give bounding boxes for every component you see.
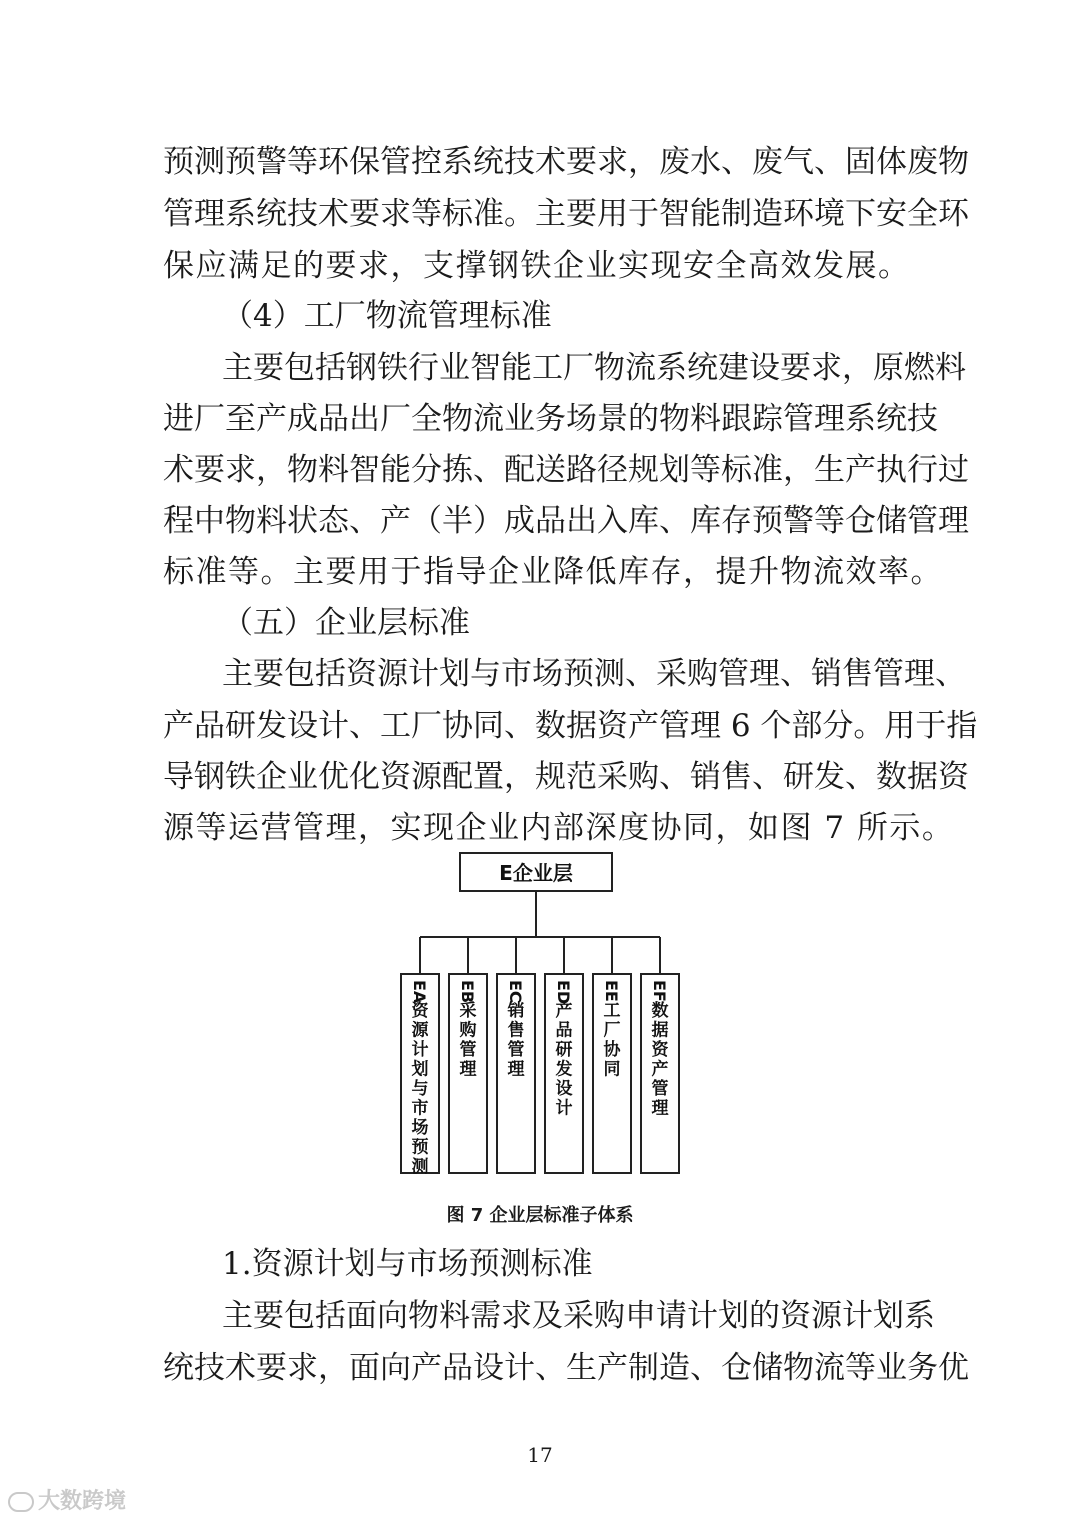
paragraph-line: 产品研发设计、工厂协同、数据资产管理 6 个部分。用于指	[163, 708, 978, 744]
paragraph-line: 主要包括资源计划与市场预测、采购管理、销售管理、	[222, 656, 966, 692]
watermark-logo-icon	[8, 1492, 34, 1512]
paragraph-line: 标准等。主要用于指导企业降低库存，提升物流效率。	[163, 554, 943, 590]
paragraph-line: 预测预警等环保管控系统技术要求，废水、废气、固体废物	[163, 144, 969, 180]
paragraph-line: 主要包括面向物料需求及采购申请计划的资源计划系	[222, 1298, 935, 1334]
paragraph-line: 管理系统技术要求等标准。主要用于智能制造环境下安全环	[163, 196, 969, 232]
paragraph-line: 主要包括钢铁行业智能工厂物流系统建设要求，原燃料	[222, 350, 966, 386]
paragraph-line: 程中物料状态、产（半）成品出入库、库存预警等仓储管理	[163, 503, 969, 539]
subsection-heading-1: 1.资源计划与市场预测标准	[222, 1246, 593, 1282]
child-node-ef-code: EF	[650, 980, 669, 1002]
paragraph-line: 源等运营管理，实现企业内部深度协同，如图 7 所示。	[163, 810, 955, 846]
child-node-ee-label: 工厂协同	[603, 1001, 621, 1080]
paragraph-line: 统技术要求，面向产品设计、生产制造、仓储物流等业务优	[163, 1350, 969, 1386]
child-node-ed-code: ED	[554, 980, 573, 1005]
child-node-eb-code: EB	[458, 980, 477, 1004]
child-node-ec-code: EC	[506, 980, 525, 1003]
watermark	[8, 1484, 126, 1515]
watermark-text: 大数跨境	[38, 1489, 127, 1514]
paragraph-line: 保应满足的要求，支撑钢铁企业实现安全高效发展。	[163, 248, 911, 284]
page-number: 17	[527, 1443, 553, 1467]
figure-caption: 图 7 企业层标准子体系	[446, 1205, 634, 1226]
child-node-eb-label: 采购管理	[459, 1001, 477, 1080]
section-heading-5: （五）企业层标准	[222, 605, 470, 641]
child-node-ee-code: EE	[602, 980, 621, 1002]
child-node-ed-label: 产品研发设计	[555, 1001, 573, 1119]
root-node-label: E企业层	[499, 861, 573, 885]
enterprise-layer-diagram	[395, 850, 695, 1180]
child-node-ec-label: 销售管理	[507, 1001, 525, 1080]
paragraph-line: 进厂至产成品出厂全物流业务场景的物料跟踪管理系统技	[163, 401, 938, 437]
child-node-ea-label: 资源计划与市场预测	[411, 1001, 429, 1177]
section-heading-4: （4）工厂物流管理标准	[222, 298, 552, 334]
child-node-ef-label: 数据资产管理	[651, 1001, 669, 1119]
child-node-ea-code: EA	[410, 980, 429, 1004]
paragraph-line: 导钢铁企业优化资源配置，规范采购、销售、研发、数据资	[163, 759, 969, 795]
paragraph-line: 术要求，物料智能分拣、配送路径规划等标准，生产执行过	[163, 452, 969, 488]
